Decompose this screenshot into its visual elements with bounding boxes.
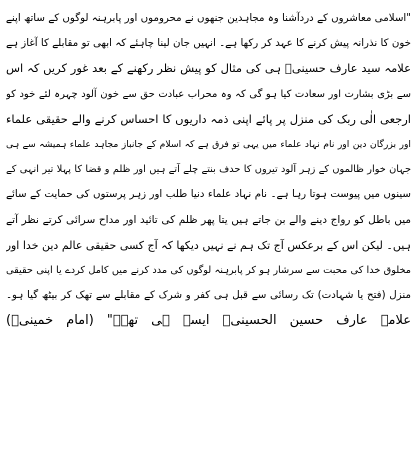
text-line: سے بڑی بشارت اور سعادت کیا ہو گی کہ وہ محراب عبادت حق سے خون آلود چہرہ لئے خود کو — [6, 88, 411, 100]
text-line: ہیں۔ لیکن اس کے برعکس آج تک ہم نے نہیں دیکھا کہ آج کسی حقیقی عالم دین خدا اور — [6, 238, 411, 252]
text-line: جہان خوار ظالموں کے زہر آلود تیروں کا حدف بنتے چلے آتے ہیں اور ظلم و قضا کا پہلا تیر انہی کے — [6, 164, 411, 176]
text-line: اور بزرگان دین اور نام نہاد علماء میں یہی تو فرق ہے کہ اسلام کے جانباز مجاہد علماء ہمیشہ سے ہی — [6, 138, 411, 150]
text-line: میں باطل کو رواج دینے والے بن جاتے ہیں یتا پھر ظلم کی تائید اور مداح سرائی کرتے نظر آتے — [6, 213, 411, 226]
text-line: مخلوق خدا کی محبت سے سرشار ہو کر پابرہنہ لوگوں کی مدد کرنے میں کامل کردے یا اپنی حقیقی — [6, 264, 411, 276]
attribution-line: علامہ عارف حسین الحسینیؒ ایسے ہی تھے۔" (امام خمینیؒ) — [6, 313, 411, 329]
text-line: خون کا نذرانہ پیش کرنے کا عہد کر رکھا ہے۔ انہیں جان لینا چاہئے کہ ابھی تو مقابلے کا آغاز ہے — [6, 37, 411, 50]
text-line: سینوں میں پیوست ہوتا رہا ہے۔ نام نہاد علماء دنیا طلب اور زہر پرستوں کی حمایت کے سائے — [6, 188, 411, 201]
text-line: منزل (فتح یا شہادت) تک رسائی سے قبل ہی کفر و شرک کے مقابلے سے تھک کر بیٹھ گیا ہو۔ — [6, 289, 411, 302]
text-line: "اسلامی معاشروں کے دردآشنا وہ مجاہدین جنھوں نے محروموں اور پابرہنہ لوگوں کے ساتھ اپنے — [6, 12, 411, 24]
text-line: علامہ سید عارف حسینیؒ ہی کی مثال کو پیش نظر رکھنے کے بعد غور کریں کہ اس — [6, 61, 411, 76]
text-line: ارجعی الٰی ربک کی منزل پر پائے اپنی ذمہ داریوں کا احساس کرنے والے حقیقی علماء — [6, 111, 411, 126]
